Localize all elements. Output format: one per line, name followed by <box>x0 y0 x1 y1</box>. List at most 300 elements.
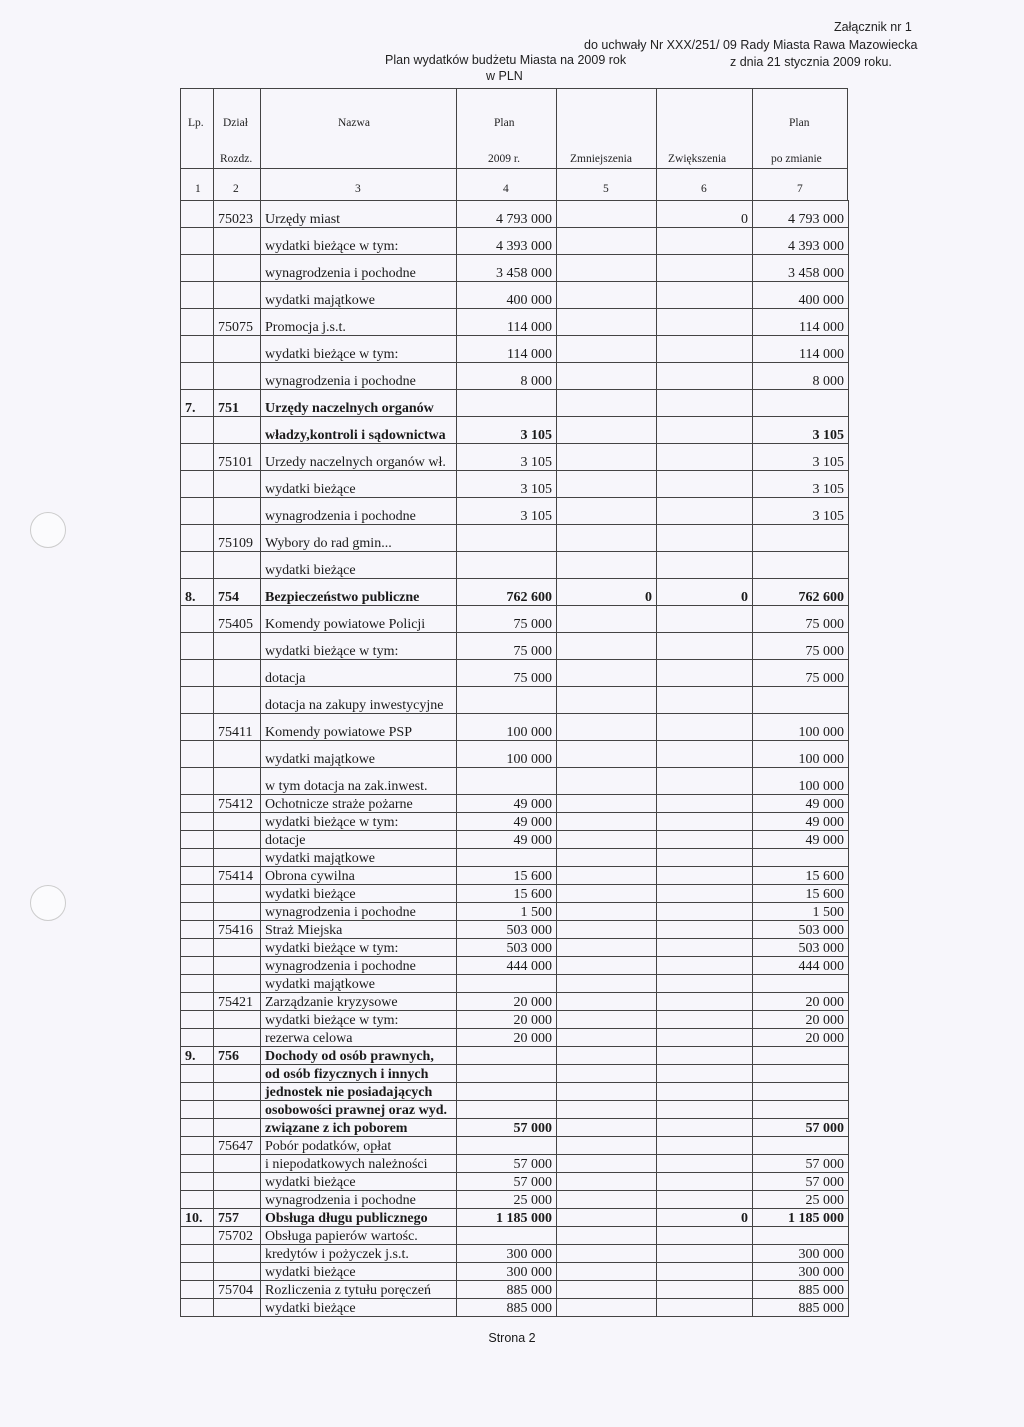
lp-cell <box>181 1101 214 1119</box>
increase-cell <box>657 363 753 390</box>
table-row <box>181 228 849 255</box>
name-cell: Zarządzanie kryzysowe <box>261 993 457 1011</box>
table-row <box>181 1173 849 1191</box>
plan-after-cell <box>753 552 849 579</box>
header-divider <box>260 88 261 200</box>
table-row <box>181 309 849 336</box>
plan-after-cell: 49 000 <box>753 795 849 813</box>
section-cell <box>214 1065 261 1083</box>
name-cell: wydatki majątkowe <box>261 849 457 867</box>
plan-after-cell: 300 000 <box>753 1263 849 1281</box>
lp-cell <box>181 498 214 525</box>
plan-after-cell: 100 000 <box>753 768 849 795</box>
resolution-label: do uchwały Nr XXX/251/ 09 Rady Miasta Rawa Mazowiecka <box>584 38 918 52</box>
plan-cell: 4 393 000 <box>457 228 557 255</box>
col-plan: Plan <box>494 117 515 129</box>
plan-cell: 3 105 <box>457 417 557 444</box>
plan-cell: 762 600 <box>457 579 557 606</box>
plan-cell: 20 000 <box>457 1011 557 1029</box>
name-cell: od osób fizycznych i innych <box>261 1065 457 1083</box>
section-cell: 75411 <box>214 714 261 741</box>
section-cell: 75405 <box>214 606 261 633</box>
name-cell: Komendy powiatowe PSP <box>261 714 457 741</box>
header-rule <box>180 168 848 169</box>
plan-after-cell: 49 000 <box>753 831 849 849</box>
increase-cell <box>657 939 753 957</box>
plan-after-cell: 15 600 <box>753 885 849 903</box>
table-row <box>181 363 849 390</box>
name-cell: dotacja <box>261 660 457 687</box>
section-cell: 751 <box>214 390 261 417</box>
increase-cell <box>657 498 753 525</box>
lp-cell <box>181 1065 214 1083</box>
plan-cell <box>457 1065 557 1083</box>
punch-hole-bottom <box>30 885 66 921</box>
col-lp: Lp. <box>188 117 204 129</box>
decrease-cell <box>557 1299 657 1317</box>
plan-after-cell <box>753 525 849 552</box>
plan-cell: 25 000 <box>457 1191 557 1209</box>
increase-cell <box>657 741 753 768</box>
decrease-cell <box>557 1209 657 1227</box>
lp-cell <box>181 867 214 885</box>
lp-cell <box>181 1173 214 1191</box>
section-cell <box>214 1191 261 1209</box>
section-cell: 75101 <box>214 444 261 471</box>
decrease-cell <box>557 336 657 363</box>
lp-cell <box>181 813 214 831</box>
plan-cell <box>457 1101 557 1119</box>
col-number-3: 3 <box>355 183 361 195</box>
section-cell <box>214 1173 261 1191</box>
plan-after-cell: 300 000 <box>753 1245 849 1263</box>
table-row <box>181 552 849 579</box>
name-cell: wynagrodzenia i pochodne <box>261 363 457 390</box>
table-row <box>181 921 849 939</box>
col-zwiekszenia: Zwiększenia <box>668 153 727 165</box>
plan-after-cell: 100 000 <box>753 741 849 768</box>
lp-cell <box>181 795 214 813</box>
header-divider <box>456 88 457 200</box>
decrease-cell <box>557 714 657 741</box>
plan-after-cell: 20 000 <box>753 1029 849 1047</box>
lp-cell <box>181 1029 214 1047</box>
lp-cell <box>181 849 214 867</box>
section-cell <box>214 885 261 903</box>
section-cell: 75416 <box>214 921 261 939</box>
plan-after-cell: 8 000 <box>753 363 849 390</box>
table-row <box>181 1119 849 1137</box>
section-cell <box>214 498 261 525</box>
table-row <box>181 633 849 660</box>
decrease-cell <box>557 444 657 471</box>
plan-cell: 100 000 <box>457 741 557 768</box>
plan-after-cell: 75 000 <box>753 660 849 687</box>
plan-after-cell: 57 000 <box>753 1119 849 1137</box>
table-row <box>181 417 849 444</box>
section-cell <box>214 1101 261 1119</box>
plan-cell <box>457 1227 557 1245</box>
section-cell: 75414 <box>214 867 261 885</box>
decrease-cell <box>557 903 657 921</box>
name-cell: wynagrodzenia i pochodne <box>261 255 457 282</box>
increase-cell <box>657 552 753 579</box>
plan-after-cell: 114 000 <box>753 309 849 336</box>
lp-cell <box>181 282 214 309</box>
decrease-cell <box>557 1173 657 1191</box>
section-cell: 75702 <box>214 1227 261 1245</box>
lp-cell <box>181 363 214 390</box>
decrease-cell <box>557 795 657 813</box>
plan-cell <box>457 1137 557 1155</box>
lp-cell <box>181 1263 214 1281</box>
lp-cell <box>181 741 214 768</box>
plan-cell <box>457 1047 557 1065</box>
name-cell: Ochotnicze straże pożarne <box>261 795 457 813</box>
table-row <box>181 903 849 921</box>
lp-cell <box>181 633 214 660</box>
decrease-cell <box>557 1137 657 1155</box>
lp-cell <box>181 1155 214 1173</box>
plan-cell: 3 105 <box>457 444 557 471</box>
name-cell: Obsługa papierów wartośc. <box>261 1227 457 1245</box>
table-row <box>181 1101 849 1119</box>
table-row <box>181 660 849 687</box>
increase-cell <box>657 1299 753 1317</box>
increase-cell <box>657 660 753 687</box>
lp-cell <box>181 957 214 975</box>
name-cell: wydatki bieżące <box>261 1299 457 1317</box>
section-cell <box>214 813 261 831</box>
plan-after-cell <box>753 687 849 714</box>
section-cell <box>214 768 261 795</box>
plan-after-cell: 75 000 <box>753 633 849 660</box>
decrease-cell <box>557 282 657 309</box>
plan-after-cell <box>753 1101 849 1119</box>
lp-cell <box>181 336 214 363</box>
decrease-cell <box>557 849 657 867</box>
table-row <box>181 201 849 228</box>
plan-after-cell <box>753 1065 849 1083</box>
lp-cell <box>181 1083 214 1101</box>
header-divider <box>752 88 753 200</box>
decrease-cell <box>557 255 657 282</box>
name-cell: Wybory do rad gmin... <box>261 525 457 552</box>
table-row <box>181 975 849 993</box>
plan-cell <box>457 552 557 579</box>
section-cell <box>214 417 261 444</box>
increase-cell <box>657 606 753 633</box>
lp-cell <box>181 525 214 552</box>
lp-cell <box>181 1137 214 1155</box>
currency-label: w PLN <box>486 69 523 83</box>
section-cell <box>214 633 261 660</box>
plan-cell <box>457 525 557 552</box>
table-row <box>181 579 849 606</box>
plan-cell: 300 000 <box>457 1245 557 1263</box>
decrease-cell <box>557 390 657 417</box>
increase-cell <box>657 687 753 714</box>
section-cell <box>214 336 261 363</box>
plan-after-cell: 885 000 <box>753 1281 849 1299</box>
section-cell: 75023 <box>214 201 261 228</box>
decrease-cell <box>557 1263 657 1281</box>
decrease-cell <box>557 1047 657 1065</box>
lp-cell: 7. <box>181 390 214 417</box>
decrease-cell <box>557 606 657 633</box>
decrease-cell <box>557 363 657 390</box>
col-po-zmianie: po zmianie <box>771 153 822 165</box>
lp-cell <box>181 768 214 795</box>
section-cell <box>214 1245 261 1263</box>
decrease-cell <box>557 660 657 687</box>
section-cell: 75647 <box>214 1137 261 1155</box>
name-cell: wynagrodzenia i pochodne <box>261 1191 457 1209</box>
col-number-2: 2 <box>233 183 239 195</box>
name-cell: kredytów i pożyczek j.s.t. <box>261 1245 457 1263</box>
increase-cell <box>657 633 753 660</box>
col-plan-year: 2009 r. <box>488 153 520 165</box>
punch-hole-top <box>30 512 66 548</box>
plan-after-cell: 4 393 000 <box>753 228 849 255</box>
name-cell: Pobór podatków, opłat <box>261 1137 457 1155</box>
lp-cell <box>181 831 214 849</box>
table-row <box>181 885 849 903</box>
name-cell: Promocja j.s.t. <box>261 309 457 336</box>
section-cell: 756 <box>214 1047 261 1065</box>
table-row <box>181 1029 849 1047</box>
name-cell: wydatki bieżące <box>261 1263 457 1281</box>
increase-cell <box>657 471 753 498</box>
header-divider <box>556 88 557 200</box>
increase-cell <box>657 525 753 552</box>
table-row <box>181 957 849 975</box>
section-cell <box>214 1119 261 1137</box>
table-row <box>181 1137 849 1155</box>
plan-after-cell: 57 000 <box>753 1173 849 1191</box>
name-cell: władzy,kontroli i sądownictwa <box>261 417 457 444</box>
plan-after-cell: 3 105 <box>753 417 849 444</box>
lp-cell: 9. <box>181 1047 214 1065</box>
table-row <box>181 1263 849 1281</box>
decrease-cell <box>557 1101 657 1119</box>
increase-cell <box>657 903 753 921</box>
lp-cell <box>181 255 214 282</box>
decrease-cell <box>557 1191 657 1209</box>
lp-cell <box>181 975 214 993</box>
plan-cell: 1 500 <box>457 903 557 921</box>
increase-cell <box>657 1065 753 1083</box>
decrease-cell <box>557 921 657 939</box>
increase-cell <box>657 1083 753 1101</box>
lp-cell <box>181 885 214 903</box>
plan-cell: 885 000 <box>457 1281 557 1299</box>
name-cell: Straż Miejska <box>261 921 457 939</box>
table-row <box>181 1065 849 1083</box>
plan-cell: 400 000 <box>457 282 557 309</box>
lp-cell <box>181 687 214 714</box>
name-cell: dotacja na zakupy inwestycyjne <box>261 687 457 714</box>
col-number-6: 6 <box>701 183 707 195</box>
plan-after-cell: 100 000 <box>753 714 849 741</box>
resolution-date: z dnia 21 stycznia 2009 roku. <box>730 55 892 69</box>
plan-after-cell <box>753 1137 849 1155</box>
increase-cell <box>657 1047 753 1065</box>
plan-cell: 49 000 <box>457 813 557 831</box>
table-row <box>181 498 849 525</box>
increase-cell <box>657 1173 753 1191</box>
plan-cell: 15 600 <box>457 867 557 885</box>
section-cell <box>214 1029 261 1047</box>
increase-cell <box>657 1227 753 1245</box>
increase-cell <box>657 336 753 363</box>
plan-cell: 8 000 <box>457 363 557 390</box>
increase-cell <box>657 975 753 993</box>
name-cell: wydatki bieżące <box>261 471 457 498</box>
lp-cell <box>181 1299 214 1317</box>
lp-cell <box>181 939 214 957</box>
increase-cell <box>657 885 753 903</box>
increase-cell <box>657 1011 753 1029</box>
name-cell: wydatki majątkowe <box>261 282 457 309</box>
section-cell <box>214 255 261 282</box>
name-cell: Komendy powiatowe Policji <box>261 606 457 633</box>
section-cell <box>214 831 261 849</box>
increase-cell <box>657 1245 753 1263</box>
table-row <box>181 282 849 309</box>
table-row <box>181 471 849 498</box>
decrease-cell <box>557 1011 657 1029</box>
decrease-cell <box>557 1281 657 1299</box>
table-row <box>181 255 849 282</box>
plan-cell: 503 000 <box>457 921 557 939</box>
decrease-cell <box>557 228 657 255</box>
decrease-cell <box>557 768 657 795</box>
increase-cell <box>657 1281 753 1299</box>
plan-cell: 15 600 <box>457 885 557 903</box>
plan-cell: 57 000 <box>457 1155 557 1173</box>
section-cell <box>214 552 261 579</box>
decrease-cell <box>557 1119 657 1137</box>
increase-cell <box>657 867 753 885</box>
increase-cell: 0 <box>657 1209 753 1227</box>
increase-cell <box>657 1263 753 1281</box>
lp-cell <box>181 606 214 633</box>
increase-cell <box>657 795 753 813</box>
decrease-cell: 0 <box>557 579 657 606</box>
col-zmniejszenia: Zmniejszenia <box>570 153 632 165</box>
section-cell <box>214 687 261 714</box>
table-row <box>181 1011 849 1029</box>
lp-cell <box>181 660 214 687</box>
section-cell <box>214 282 261 309</box>
plan-cell: 75 000 <box>457 606 557 633</box>
col-number-1: 1 <box>195 183 201 195</box>
lp-cell <box>181 1119 214 1137</box>
plan-cell: 114 000 <box>457 309 557 336</box>
table-row <box>181 768 849 795</box>
decrease-cell <box>557 1155 657 1173</box>
name-cell: wydatki majątkowe <box>261 741 457 768</box>
table-row <box>181 606 849 633</box>
decrease-cell <box>557 975 657 993</box>
plan-cell: 1 185 000 <box>457 1209 557 1227</box>
table-row <box>181 849 849 867</box>
increase-cell <box>657 1101 753 1119</box>
table-row <box>181 831 849 849</box>
table-row <box>181 741 849 768</box>
section-cell: 75412 <box>214 795 261 813</box>
decrease-cell <box>557 1245 657 1263</box>
section-cell <box>214 1083 261 1101</box>
col-nazwa: Nazwa <box>338 117 370 129</box>
increase-cell <box>657 993 753 1011</box>
decrease-cell <box>557 471 657 498</box>
plan-after-cell: 49 000 <box>753 813 849 831</box>
plan-after-cell: 57 000 <box>753 1155 849 1173</box>
decrease-cell <box>557 1083 657 1101</box>
increase-cell <box>657 444 753 471</box>
increase-cell <box>657 1137 753 1155</box>
plan-after-cell <box>753 1083 849 1101</box>
table-row <box>181 1083 849 1101</box>
table-row <box>181 813 849 831</box>
lp-cell <box>181 993 214 1011</box>
table-row <box>181 1245 849 1263</box>
increase-cell <box>657 714 753 741</box>
section-cell: 757 <box>214 1209 261 1227</box>
plan-after-cell: 75 000 <box>753 606 849 633</box>
decrease-cell <box>557 687 657 714</box>
name-cell: dotacje <box>261 831 457 849</box>
plan-after-cell: 15 600 <box>753 867 849 885</box>
plan-cell: 444 000 <box>457 957 557 975</box>
table-row <box>181 867 849 885</box>
page-number: Strona 2 <box>488 1331 536 1345</box>
lp-cell <box>181 444 214 471</box>
section-cell <box>214 363 261 390</box>
section-cell: 75075 <box>214 309 261 336</box>
plan-after-cell: 3 105 <box>753 498 849 525</box>
decrease-cell <box>557 813 657 831</box>
name-cell: Urzedy naczelnych organów wł. <box>261 444 457 471</box>
increase-cell <box>657 957 753 975</box>
annex-label: Załącznik nr 1 <box>834 20 912 34</box>
section-cell <box>214 939 261 957</box>
section-cell: 75704 <box>214 1281 261 1299</box>
plan-after-cell <box>753 975 849 993</box>
name-cell: w tym dotacja na zak.inwest. <box>261 768 457 795</box>
table-header <box>180 88 848 200</box>
section-cell <box>214 1155 261 1173</box>
increase-cell: 0 <box>657 579 753 606</box>
lp-cell: 8. <box>181 579 214 606</box>
decrease-cell <box>557 525 657 552</box>
section-cell <box>214 957 261 975</box>
plan-cell <box>457 390 557 417</box>
plan-cell <box>457 1083 557 1101</box>
header-divider <box>656 88 657 200</box>
section-cell <box>214 741 261 768</box>
name-cell: Obrona cywilna <box>261 867 457 885</box>
name-cell: wydatki bieżące <box>261 1173 457 1191</box>
increase-cell: 0 <box>657 201 753 228</box>
increase-cell <box>657 1155 753 1173</box>
lp-cell <box>181 921 214 939</box>
plan-after-cell: 1 185 000 <box>753 1209 849 1227</box>
name-cell: wydatki bieżące w tym: <box>261 633 457 660</box>
plan-after-cell: 3 105 <box>753 444 849 471</box>
